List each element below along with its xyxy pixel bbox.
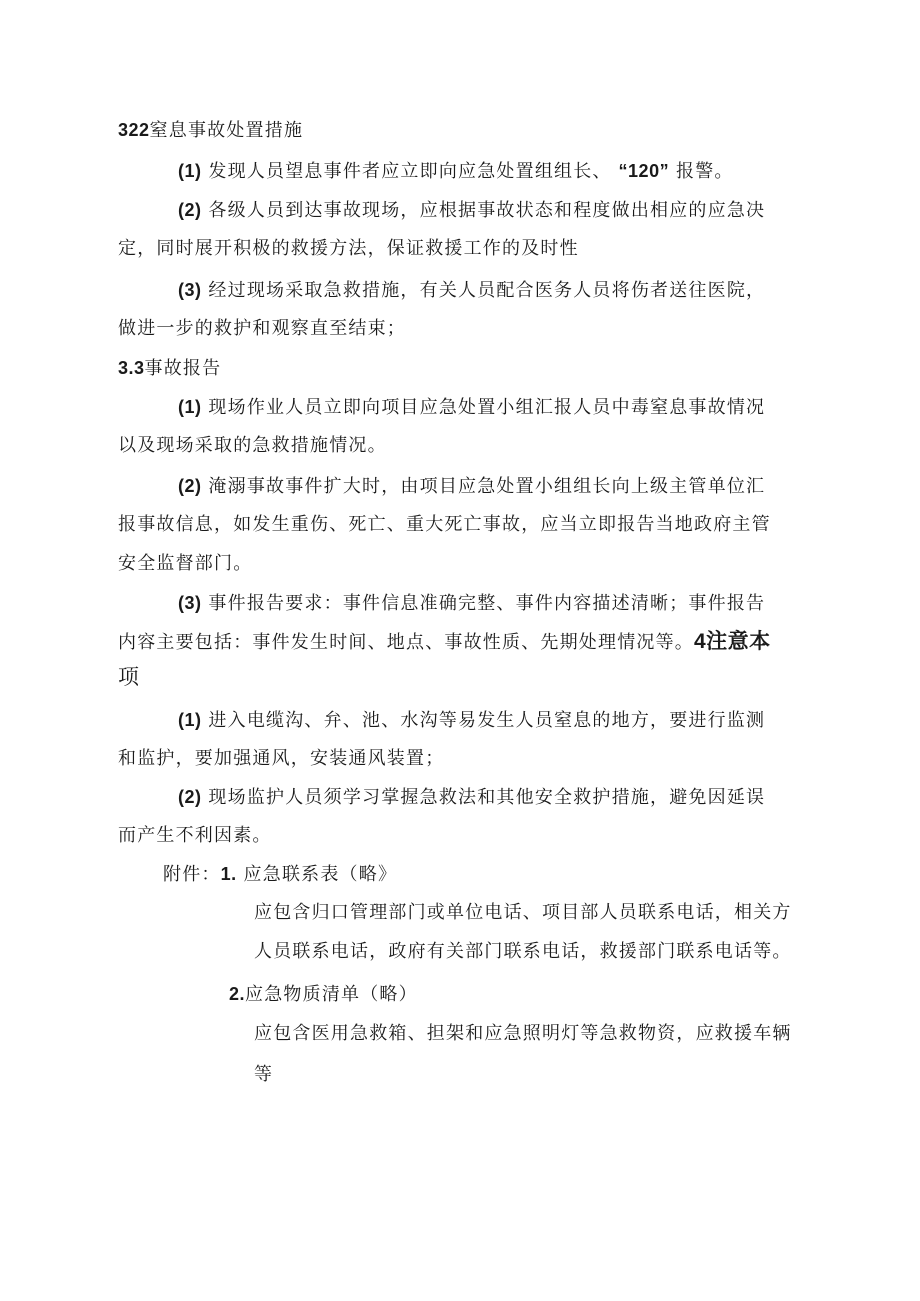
section-title: 事故报告 [144, 358, 222, 379]
paragraph-33-2-line2: 报事故信息，如发生重伤、死亡、重大死亡事故，应当立即报告当地政府主管 [118, 514, 771, 535]
paragraph-4-1-line2: 和监护，要加强通风，安装通风装置； [118, 748, 445, 769]
paragraph-33-2-line1 [178, 474, 765, 499]
paragraph-33-1-line2: 以及现场采取的急救措施情况。 [118, 435, 387, 456]
paragraph-4-2-line1 [178, 785, 765, 810]
attachment-title: 应急物质清单（略） [245, 984, 418, 1005]
item-number: (3) [178, 593, 202, 613]
item-number: (1) [178, 397, 202, 417]
attachment-1-desc-line2: 人员联系电话，政府有关部门联系电话，救援部门联系电话等。 [254, 941, 792, 962]
paragraph-text: 发现人员望息事件者应立即向应急处置组组长、 [208, 161, 612, 182]
section-title: 窒息事故处置措施 [149, 120, 304, 141]
section-heading-4: 4注意本 [694, 630, 771, 653]
attachment-1-desc-line1: 应包含归口管理部门或单位电话、项目部人员联系电话，相关方 [254, 902, 792, 923]
paragraph-text: 淹溺事故事件扩大时，由项目应急处置小组组长向上级主管单位汇 [208, 476, 766, 497]
attachment-number: 2. [229, 984, 246, 1004]
paragraph-text: 现场作业人员立即向项目应急处置小组汇报人员中毒窒息事故情况 [208, 397, 766, 418]
item-number: (2) [178, 200, 202, 220]
section-number: 3.3 [118, 358, 145, 378]
attachment-2-desc-line2: 等 [254, 1064, 274, 1085]
section-heading-4-continuation: 项 [118, 665, 141, 689]
paragraph-33-3-line2 [118, 630, 771, 655]
paragraph-33-3-line1 [178, 591, 765, 616]
paragraph-text: 现场监护人员须学习掌握急救法和其他安全救护措施，避免因延误 [208, 787, 766, 808]
paragraph-text: 进入电缆沟、弁、池、水沟等易发生人员窒息的地方，要进行监测 [208, 710, 766, 731]
paragraph-4-2-line2: 而产生不利因素。 [118, 825, 272, 846]
attachment-1-heading [163, 862, 397, 887]
item-number: (1) [178, 161, 202, 181]
paragraph-text: 报警。 [676, 161, 734, 182]
paragraph-322-3-line2: 做进一步的救护和观察直至结束； [118, 318, 406, 339]
attachment-number: 1. [220, 864, 237, 884]
paragraph-text: 内容主要包括：事件发生时间、地点、事故性质、先期处理情况等。 [118, 632, 694, 653]
paragraph-33-1-line1 [178, 395, 765, 420]
item-number: (3) [178, 280, 202, 300]
attachment-label: 附件： [163, 864, 221, 885]
paragraph-text: 经过现场采取急救措施，有关人员配合医务人员将伤者送往医院， [208, 280, 766, 301]
paragraph-text: 事件报告要求：事件信息准确完整、事件内容描述清晰；事件报告 [208, 593, 766, 614]
item-number: (1) [178, 710, 202, 730]
paragraph-322-2-line2: 定，同时展开积极的救援方法，保证救援工作的及时性 [118, 238, 579, 259]
item-number: (2) [178, 476, 202, 496]
paragraph-322-2-line1 [178, 198, 765, 223]
paragraph-33-2-line3: 安全监督部门。 [118, 553, 253, 574]
paragraph-322-3-line1 [178, 278, 765, 303]
paragraph-text: 各级人员到达事故现场，应根据事故状态和程度做出相应的应急决 [208, 200, 766, 221]
paragraph-322-1 [178, 159, 734, 184]
section-number: 322 [118, 120, 150, 140]
item-number: (2) [178, 787, 202, 807]
attachment-title: 应急联系表（略》 [243, 864, 398, 885]
section-heading-322 [118, 118, 303, 143]
phone-number-quote: “120” [618, 161, 670, 181]
attachment-2-heading [229, 982, 418, 1007]
attachment-2-desc-line1: 应包含医用急救箱、担架和应急照明灯等急救物资，应救援车辆 [254, 1023, 792, 1044]
paragraph-4-1-line1 [178, 708, 765, 733]
section-heading-33 [118, 356, 221, 381]
